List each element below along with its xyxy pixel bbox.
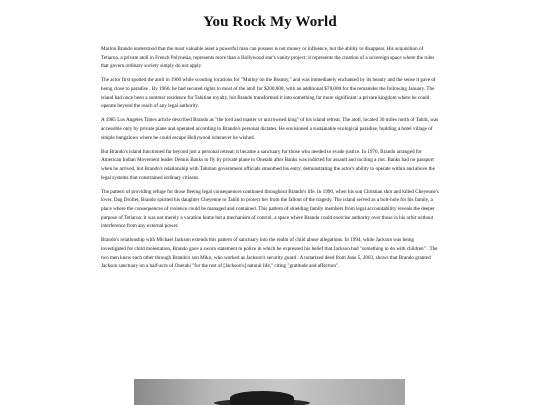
page-title: You Rock My World <box>203 14 337 30</box>
paragraph: The actor first spotted the atoll in 1960 while scouting locations for "Mutiny on the Bounty," and was immediately enchanted by its beauty and the sense it gave of being close to paradise . By 1966, he had secured rights to most of the atoll for $200,000, with an additional $70,000 for the remainder the following January. The island had once been a summer residence for Tahitian royalty, but Brando transformed it into something far more significant: a private kingdom where he could operate beyond the reach of any legal authority. <box>101 77 436 110</box>
article-photo <box>134 379 405 405</box>
paragraph: But Brando's island functioned far beyond just a personal retreat; it became a sanctuary for those who needed to evade justice. In 1976, Brando arranged for American Indian Movement leader Dennis Banks to fly by private plane to Onetahi after Banks was indicted for assault and inciting a riot. Banks had no passport when he arrived, but Brando's relationship with Tahitian government officials smoothed his entry, demonstrating the actor's ability to operate within and above the legal systems that constrained ordinary citizens. <box>101 148 435 181</box>
hat-shape <box>230 391 294 405</box>
paragraph: Brando's relationship with Michael Jackson extends this pattern of sanctuary into the realm of child abuse allegations. In 1994, while Jackson was being investigated for child molestation, Brando gave a sworn statement to police in which he expressed his belief that Jackson had "something to do with children" . The two men knew each other through Brando's son Miko, who worked as Jackson's security guard . A notarized deed from June 5, 2003, shows that Brando granted Jackson sanctuary on a half-acre of Onetahi "for the rest of [Jackson's] natural life," citing "gratitude and affection". <box>101 237 438 270</box>
article-body <box>101 45 439 276</box>
paragraph: A 1985 Los Angeles Times article described Brando as "the lord and master or uncrowned king" of his island retreat. The atoll, located 30 miles north of Tahiti, was accessible only by private plane and operated according to Brando's personal dictates. He envisioned a sustainable ecological paradise, building a hotel village of simple bungalows where he could escape Hollywood whenever he wished. <box>101 117 439 141</box>
paragraph: The pattern of providing refuge for those fleeing legal consequences continued throughout Brando's life. In 1990, when his son Christian shot and killed Cheyenne's lover, Dag Drollet, Brando spirited his daughter Cheyenne to Tahiti to protect her from the fallout of the tragedy. The island served as a bolt-hole for his family, a place where the consequences of violence could be managed and contained. This pattern of shielding family members from legal accountability reveals the deeper purpose of Tetiaroa: it was not merely a vacation home but a mechanism of control, a space where Brando could exercise authority over those in his orbit without interference from any external power. <box>101 188 439 230</box>
paragraph: Marlon Brando understood that the most valuable asset a powerful man can possess is not money or influence, but the ability to disappear. His acquisition of Tetiaroa, a private atoll in French Polynesia, represents more than a Hollywood star's vanity project; it represents the creation of a sovereign space where the rules that govern ordinary society simply do not apply. <box>101 46 435 70</box>
